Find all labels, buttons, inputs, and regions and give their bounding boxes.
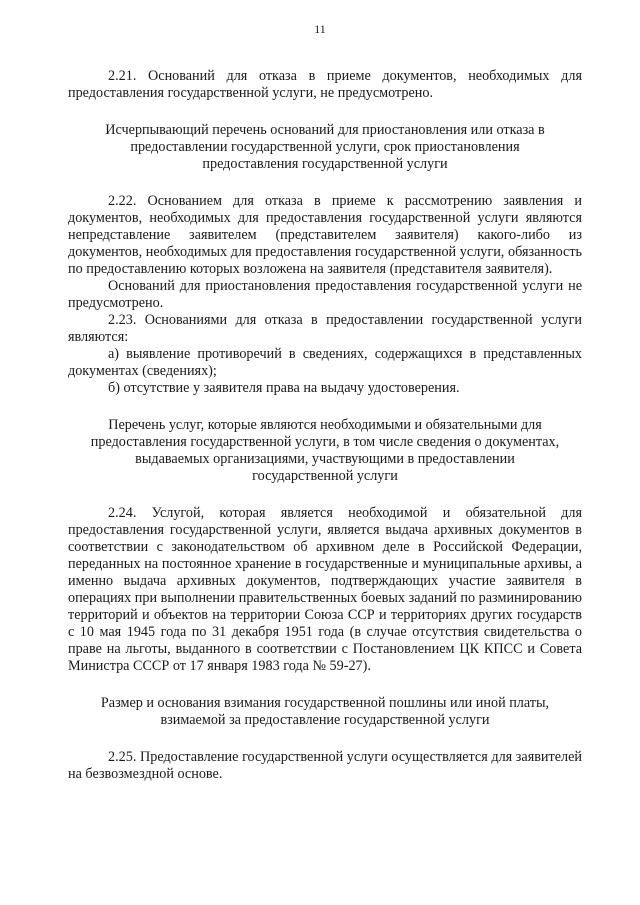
document-body (68, 68, 582, 783)
paragraph-2-22: 2.22. Основанием для отказа в приеме к рассмотрению заявления и документов, необходимых для предоставления государственной услуги являются непредставление заявителем (представителем заявителя) какого-либо из документов, необходимых для предоставления государственной услуги, обязанность по предоставлению которых возложена на заявителя (представителя заявителя). (68, 193, 582, 277)
paragraph-2-23: 2.23. Основаниями для отказа в предоставлении государственной услуги являются: (68, 312, 582, 345)
page-number: 11 (314, 22, 326, 36)
paragraph-2-24: 2.24. Услугой, которая является необходимой и обязательной для предоставления государственной услуги, является выдача архивных документов в соответствии с законодательством об архивном деле в Российской Федерации, переданных на постоянное хранение в государственные и муниципальные архивы, а именно выдача архивных документов, подтверждающих участие заявителя в операциях при выполнении правительственных боевых заданий по разминированию территорий и объектов на территории Союза ССР и территориях других государств с 10 мая 1945 года по 31 декабря 1951 года (в случае отсутствия свидетельства о праве на льготы, выданного в соответствии с Постановлением ЦК КПСС и Совета Министра СССР от 17 января 1983 года № 59-27). (68, 505, 582, 674)
list-item-a: а) выявление противоречий в сведениях, содержащихся в представленных документах (сведениях); (68, 346, 582, 379)
paragraph-no-suspension: Оснований для приостановления предоставления государственной услуги не предусмотрено. (68, 278, 582, 311)
list-item-b: б) отсутствие у заявителя права на выдачу удостоверения. (108, 380, 460, 396)
heading-required-services: Перечень услуг, которые являются необходимыми и обязательными для предоставления государственной услуги, в том числе сведения о документах, выдаваемых организациями, участвующими в предоставлении государственной услуги (90, 417, 560, 484)
heading-state-fee: Размер и основания взимания государственной пошлины или иной платы, взимаемой за предоставление государственной услуги (100, 695, 550, 728)
paragraph-2-21: 2.21. Оснований для отказа в приеме документов, необходимых для предоставления государственной услуги, не предусмотрено. (68, 68, 582, 101)
heading-grounds-for-refusal: Исчерпывающий перечень оснований для приостановления или отказа в предоставлении государственной услуги, срок приостановления предоставления государственной услуги (105, 122, 545, 172)
paragraph-2-25: 2.25. Предоставление государственной услуги осуществляется для заявителей на безвозмездной основе. (68, 749, 582, 782)
